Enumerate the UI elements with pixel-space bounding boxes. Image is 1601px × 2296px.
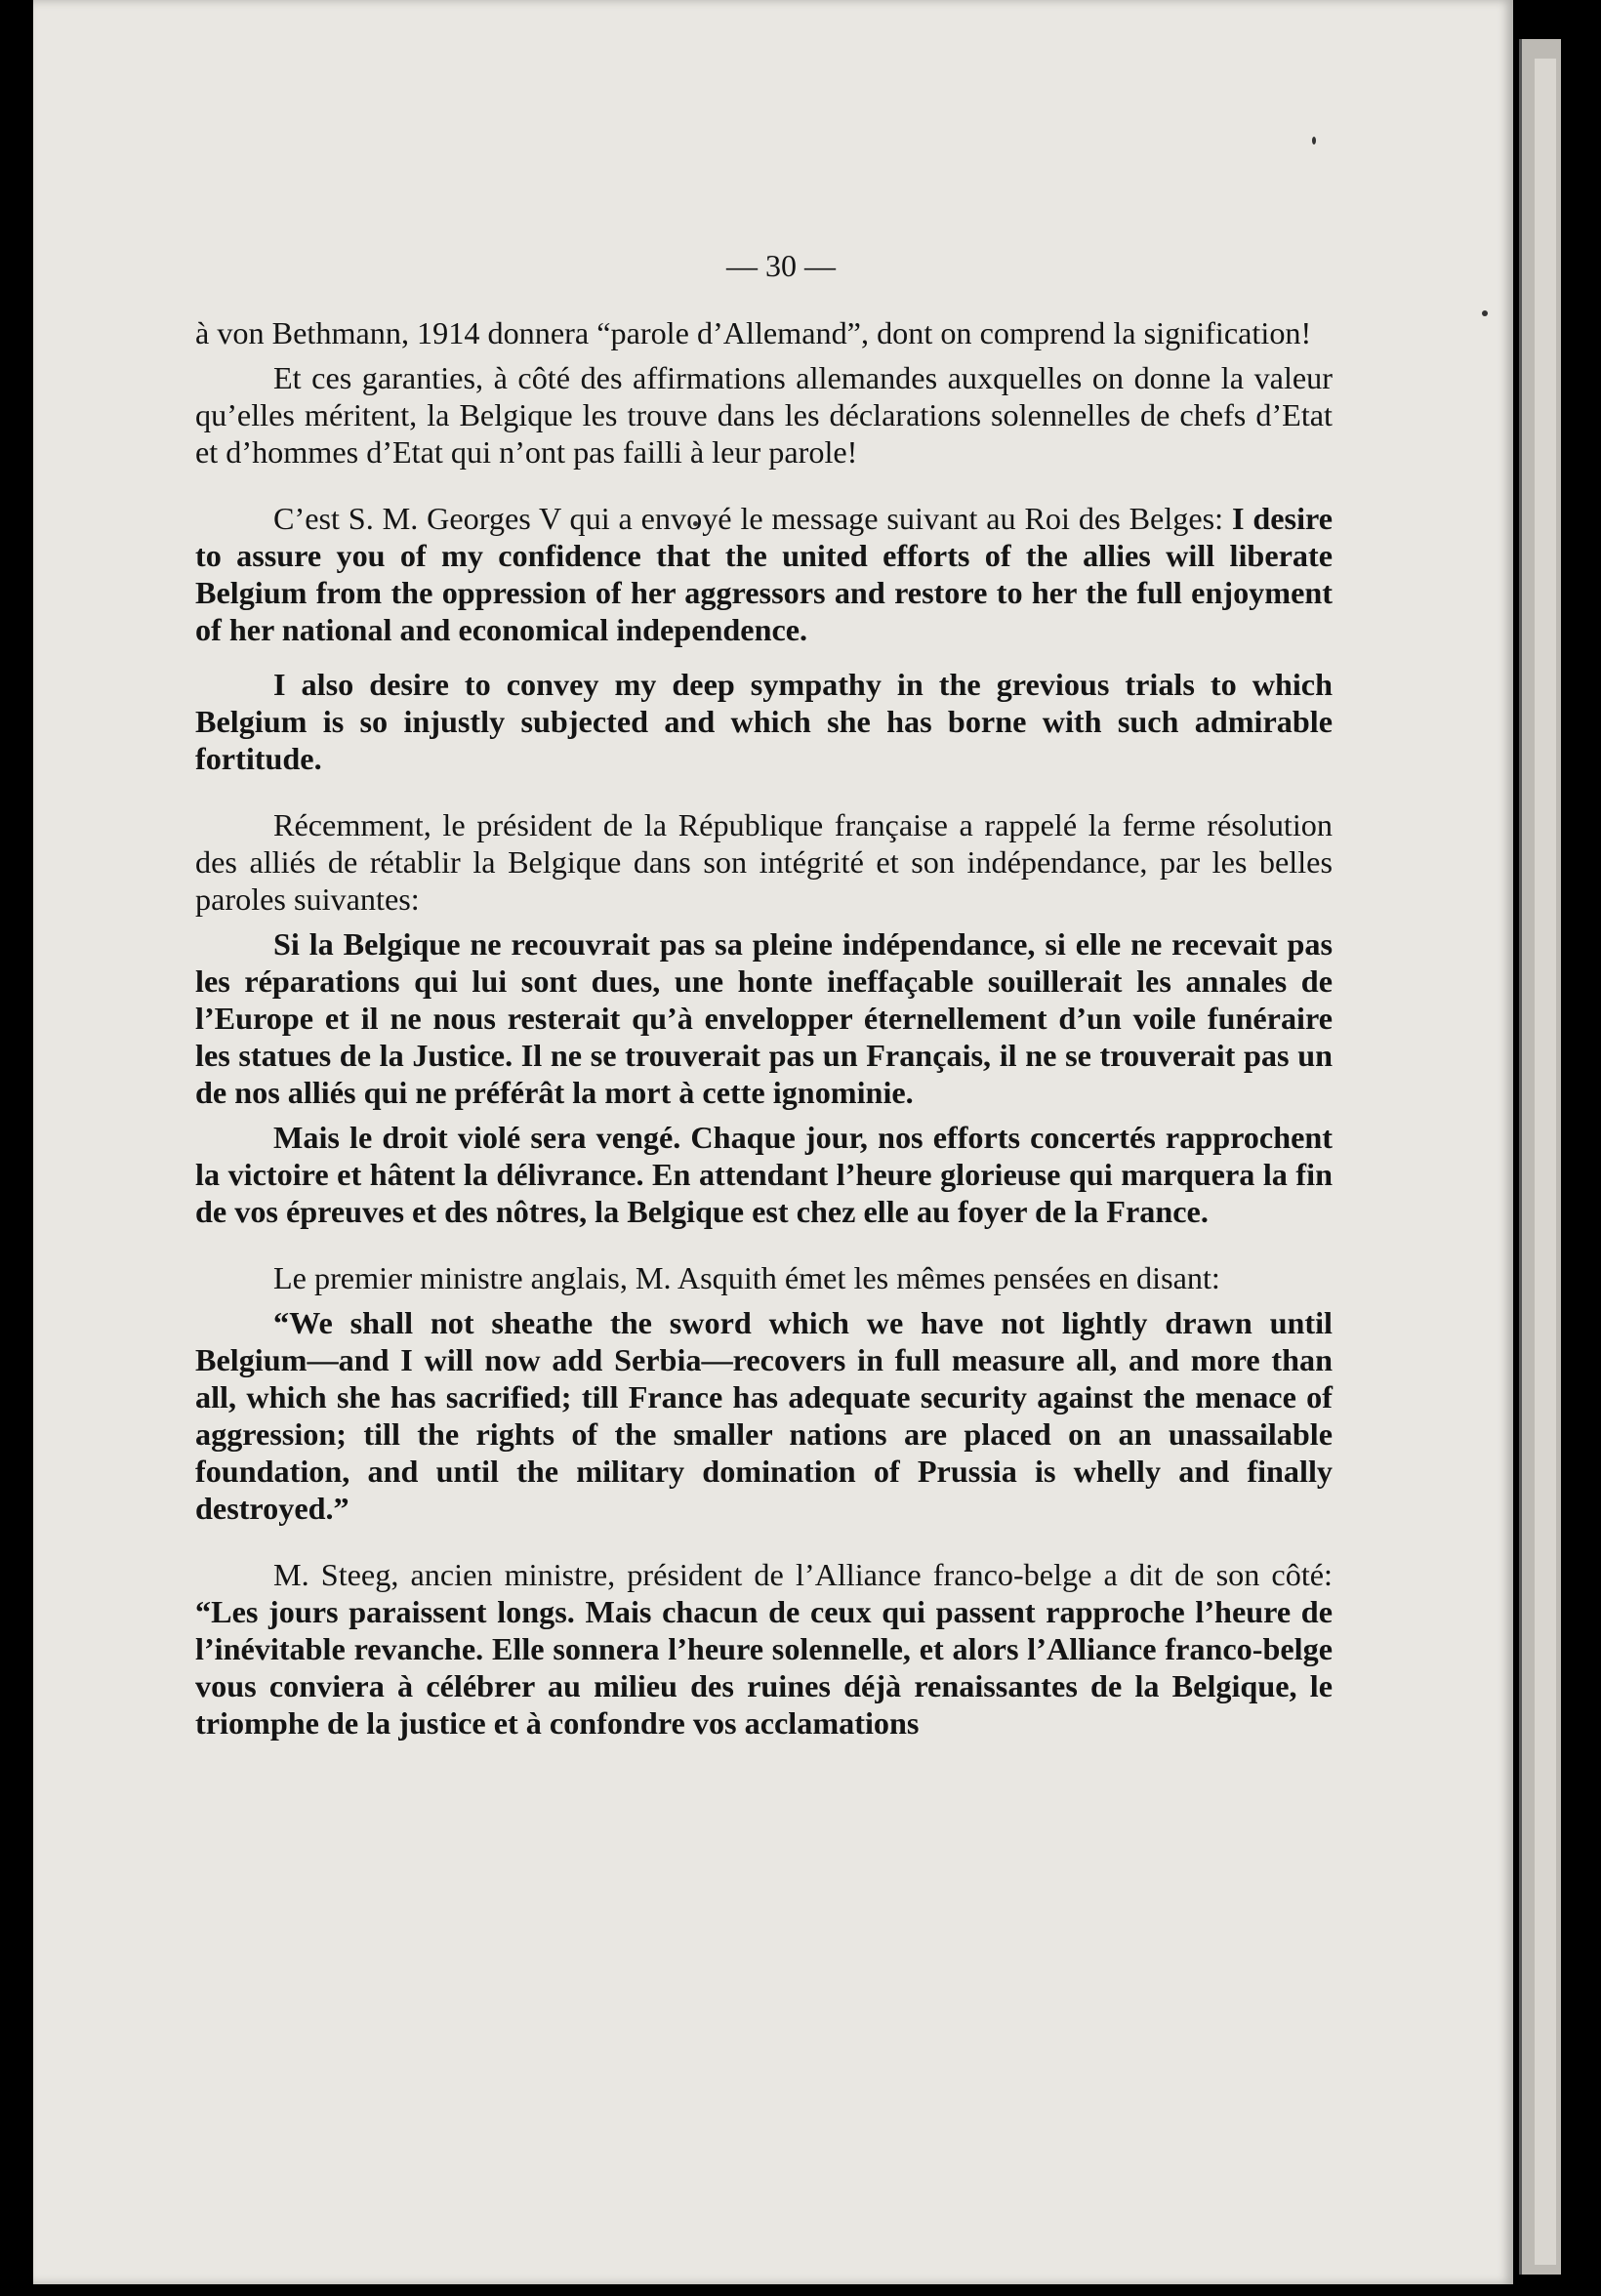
paragraph-asquith-quote: “We shall not sheathe the sword which we have not lightly drawn until Belgium—and I will now add Serbia—recovers in full measure all, and more than all, which she has sacrified; till France has adequate security against the menace of aggression; till the rights of the smaller nations are placed on an unassailable foundation, and until the military domination of Prussia is whelly and finally destroyed.” — [195, 1305, 1333, 1526]
print-speck — [1312, 137, 1316, 144]
print-speck — [1482, 310, 1488, 316]
paragraph-garanties: Et ces garanties, à côté des affirmations allemandes auxquelles on donne la valeur qu’elles méritent, la Belgique les trouve dans les déclarations solennelles de chefs d’Etat et d’hommes d’Etat qui n’ont pas failli à leur parole! — [195, 360, 1333, 470]
paragraph-sympathy: I also desire to convey my deep sympathy in the grevious trials to which Belgium is so injustly subjected and which she has borne with such admirable fortitude. — [195, 667, 1333, 776]
paragraph-continuation: à von Bethmann, 1914 donnera “parole d’Allemand”, dont on comprend la signification! — [195, 315, 1312, 350]
paragraph-steeg — [195, 1556, 1333, 1742]
paragraph-president-quote-2: Mais le droit violé sera vengé. Chaque jour, nos efforts concertés rapprochent la victoire et hâtent la délivrance. En attendant l’heure glorieuse qui marquera la fin de vos épreuves et des nôtres, la Belgique est chez elle au foyer de la France. — [195, 1120, 1333, 1229]
page-text — [195, 314, 1333, 1742]
george-v-message: I desire to assure you of my confidence that the united efforts of the allies will liberate Belgium from the oppression of her aggressors and restore to her the full enjoyment of her national and economical independence. — [195, 501, 1334, 647]
steeg-intro: M. Steeg, ancien ministre, président de l’Alliance franco-belge a dit de son côté: — [273, 1557, 1333, 1592]
paragraph-george-v — [195, 500, 1333, 648]
george-v-intro: C’est S. M. Georges V qui a envoyé le message suivant au Roi des Belges: — [273, 501, 1224, 536]
paragraph-president-quote-1: Si la Belgique ne recouvrait pas sa pleine indépendance, si elle ne recevait pas les réparations qui lui sont dues, une honte ineffaçable souillerait les annales de l’Europe et il ne nous resterait qu’à envelopper éternellement d’un voile funéraire les statues de la Justice. Il ne se trouverait pas un Français, il ne se trouverait pas un de nos alliés qui ne préférât la mort à cette ignominie. — [195, 926, 1333, 1110]
paragraph-asquith-intro: Le premier ministre anglais, M. Asquith émet les mêmes pensées en disant: — [273, 1260, 1220, 1295]
page-number: — 30 — — [726, 248, 836, 283]
steeg-quote: “Les jours paraissent longs. Mais chacun de ceux qui passent rapproche l’heure de l’inévitable revanche. Elle sonnera l’heure solennelle, et alors l’Alliance franco-belge vous conviera à célébrer au milieu des ruines déjà renaissantes de la Belgique, le triomphe de la justice et à confondre vos acclamations — [195, 1594, 1333, 1741]
facing-page-edge-inner — [1535, 59, 1556, 2265]
paragraph-president: Récemment, le président de la République française a rappelé la ferme résolution des alliés de rétablir la Belgique dans son intégrité et son indépendance, par les belles paroles suivantes: — [195, 807, 1333, 917]
